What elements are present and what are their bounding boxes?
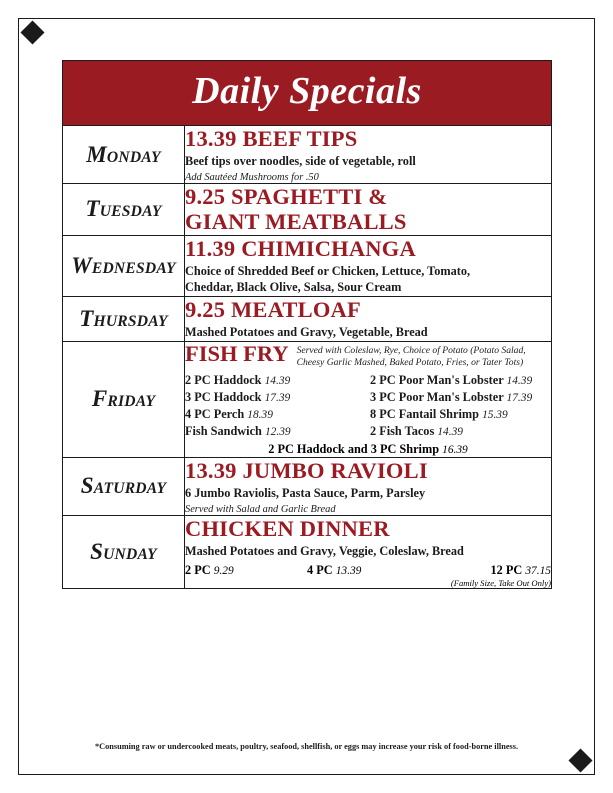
day-label: MONDAY (86, 141, 161, 167)
special-headline: 9.25 MEATLOAF (185, 296, 361, 322)
day-cell-tuesday (63, 184, 185, 235)
item-price: 17.39 (506, 391, 533, 404)
item-price: 14.39 (437, 425, 463, 438)
special-headline: 13.39 BEEF TIPS (185, 126, 358, 151)
day-label: SUNDAY (90, 539, 157, 565)
table-row (63, 516, 552, 589)
list-item (185, 373, 366, 388)
footer-disclaimer: *Consuming raw or undercooked meats, poultry, seafood, shellfish, or eggs may increase your risk of food-borne illness. (94, 742, 519, 751)
list-item (307, 563, 429, 578)
combo-price: 16.39 (442, 443, 468, 456)
list-item (429, 563, 551, 578)
item-price: 9.29 (213, 565, 234, 578)
table-row (63, 184, 552, 235)
special-description-line1: Choice of Shredded Beef or Chicken, Lettuce, Tomato, (185, 263, 471, 278)
detail-cell-wednesday (185, 235, 552, 296)
item-price: 18.39 (247, 408, 273, 421)
item-price: 14.39 (506, 374, 533, 387)
day-label: THURSDAY (79, 305, 168, 331)
fish-fry-combo (185, 442, 551, 457)
special-note: (Family Size, Take Out Only) (450, 578, 551, 589)
item-label: 4 PC Perch (185, 406, 245, 421)
item-price: 12.39 (264, 425, 291, 438)
table-row (63, 341, 552, 457)
item-label: 3 PC Poor Man's Lobster (370, 389, 504, 404)
list-item (185, 407, 366, 422)
detail-cell-friday (185, 341, 552, 457)
list-item (370, 373, 551, 388)
item-label: 4 PC (307, 563, 333, 578)
day-label: FRIDAY (91, 386, 156, 412)
detail-cell-sunday (185, 516, 552, 589)
table-row (63, 235, 552, 296)
day-cell-friday (63, 341, 185, 457)
day-cell-thursday (63, 296, 185, 341)
day-label: SATURDAY (80, 473, 167, 499)
sunday-price-row (185, 563, 551, 578)
day-cell-monday (63, 126, 185, 184)
special-description: Mashed Potatoes and Gravy, Vegetable, Bread (185, 324, 428, 339)
item-label: Fish Sandwich (185, 423, 262, 438)
special-headline: 11.39 CHIMICHANGA (185, 235, 416, 261)
item-label: 12 PC (490, 563, 523, 578)
item-label: 2 PC Haddock (185, 372, 262, 387)
special-description-line2: Cheddar, Black Olive, Salsa, Sour Cream (185, 279, 402, 294)
detail-cell-thursday (185, 296, 552, 341)
menu-content (62, 60, 552, 589)
day-label: WEDNESDAY (71, 252, 176, 278)
special-headline: FISH FRY (185, 340, 289, 366)
day-cell-wednesday (63, 235, 185, 296)
fish-fry-served-with (297, 342, 526, 369)
special-description: 6 Jumbo Raviolis, Pasta Sauce, Parm, Parsley (185, 486, 426, 501)
specials-table (62, 125, 552, 589)
list-item (370, 390, 551, 405)
list-item (185, 563, 307, 578)
item-price: 37.15 (525, 565, 551, 578)
page-title: Daily Specials (192, 70, 422, 112)
item-label: 8 PC Fantail Shrimp (370, 406, 479, 421)
table-row (63, 296, 552, 341)
special-description: Beef tips over noodles, side of vegetable, roll (185, 154, 416, 169)
item-label: 2 PC Poor Man's Lobster (370, 372, 504, 387)
title-banner (62, 60, 552, 125)
special-headline-line1: 9.25 SPAGHETTI & (185, 184, 388, 210)
item-label: 2 PC (185, 563, 211, 578)
special-headline: CHICKEN DINNER (185, 516, 390, 542)
item-price: 15.39 (482, 408, 508, 421)
day-label: TUESDAY (85, 196, 162, 222)
item-label: 3 PC Haddock (185, 389, 262, 404)
detail-cell-monday (185, 126, 552, 184)
special-note: Served with Salad and Garlic Bread (185, 504, 336, 516)
list-item (185, 390, 366, 405)
day-cell-saturday (63, 457, 185, 515)
special-headline-line2: GIANT MEATBALLS (185, 209, 407, 235)
special-note: Add Sautéed Mushrooms for .50 (185, 172, 319, 184)
table-row (63, 457, 552, 515)
detail-cell-tuesday (185, 184, 552, 235)
item-price: 14.39 (264, 374, 291, 387)
day-cell-sunday (63, 516, 185, 589)
special-headline: 13.39 JUMBO RAVIOLI (185, 457, 428, 483)
item-price: 13.39 (335, 565, 362, 578)
table-row (63, 126, 552, 184)
served-line2: Cheesy Garlic Mashed, Baked Potato, Fries, or Tater Tots) (296, 356, 524, 368)
list-item (370, 407, 551, 422)
fish-fry-header (185, 342, 551, 369)
list-item (185, 424, 366, 439)
fish-fry-item-grid (185, 373, 551, 439)
special-description: Mashed Potatoes and Gravy, Veggie, Coleslaw, Bread (185, 544, 464, 559)
item-label: 2 Fish Tacos (370, 423, 435, 438)
combo-label: 2 PC Haddock and 3 PC Shrimp (268, 441, 440, 456)
detail-cell-saturday (185, 457, 552, 515)
item-price: 17.39 (264, 391, 291, 404)
served-line1: Served with Coleslaw, Rye, Choice of Potato (Potato Salad, (296, 344, 526, 356)
list-item (370, 424, 551, 439)
